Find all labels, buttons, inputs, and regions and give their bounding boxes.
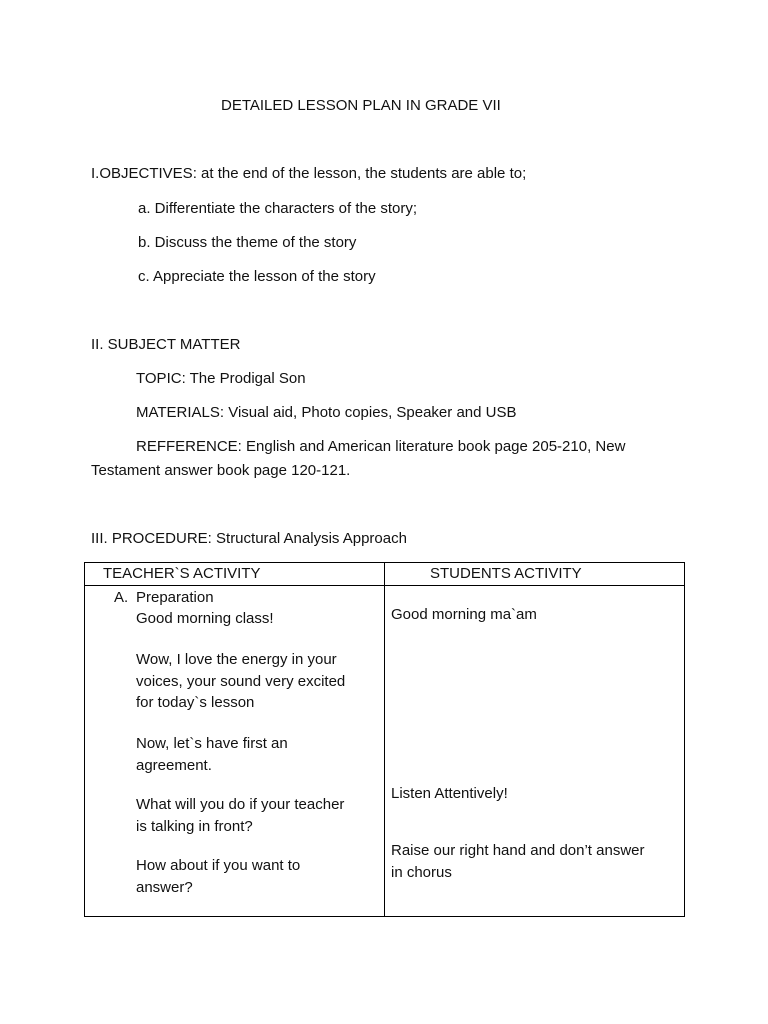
objective-item-a: a. Differentiate the characters of the story;: [138, 200, 418, 217]
objectives-heading: I.OBJECTIVES: at the end of the lesson, the students are able to;: [91, 165, 527, 182]
table-header-students: STUDENTS ACTIVITY: [430, 565, 582, 582]
table-header-teacher: TEACHER`S ACTIVITY: [103, 565, 261, 582]
table-column-divider: [384, 563, 385, 916]
teacher-line: How about if you want to: [136, 857, 301, 874]
teacher-line: Good morning class!: [136, 610, 274, 627]
subject-matter-heading: II. SUBJECT MATTER: [91, 336, 241, 353]
subject-matter-materials: MATERIALS: Visual aid, Photo copies, Speaker and USB: [136, 404, 517, 421]
subject-matter-reference-line2: Testament answer book page 120-121.: [91, 462, 351, 479]
student-line: Good morning ma`am: [391, 606, 537, 623]
teacher-line: voices, your sound very excited: [136, 673, 346, 690]
section-letter: A.: [114, 589, 129, 606]
teacher-line: answer?: [136, 879, 193, 896]
subject-matter-reference-line1: REFFERENCE: English and American literature book page 205-210, New: [136, 438, 626, 455]
section-label: Preparation: [136, 589, 214, 606]
student-line: in chorus: [391, 864, 452, 881]
objective-item-b: b. Discuss the theme of the story: [138, 234, 357, 251]
teacher-line: What will you do if your teacher: [136, 796, 345, 813]
teacher-line: Now, let`s have first an: [136, 735, 288, 752]
activity-table: [84, 562, 685, 917]
objective-item-c: c. Appreciate the lesson of the story: [138, 268, 376, 285]
page-title: DETAILED LESSON PLAN IN GRADE VII: [221, 97, 501, 114]
student-line: Listen Attentively!: [391, 785, 508, 802]
teacher-line: for today`s lesson: [136, 694, 255, 711]
teacher-line: agreement.: [136, 757, 212, 774]
teacher-line: is talking in front?: [136, 818, 253, 835]
subject-matter-topic: TOPIC: The Prodigal Son: [136, 370, 306, 387]
table-header-divider: [85, 585, 684, 586]
student-line: Raise our right hand and don’t answer: [391, 842, 645, 859]
teacher-line: Wow, I love the energy in your: [136, 651, 337, 668]
procedure-heading: III. PROCEDURE: Structural Analysis Approach: [91, 530, 407, 547]
